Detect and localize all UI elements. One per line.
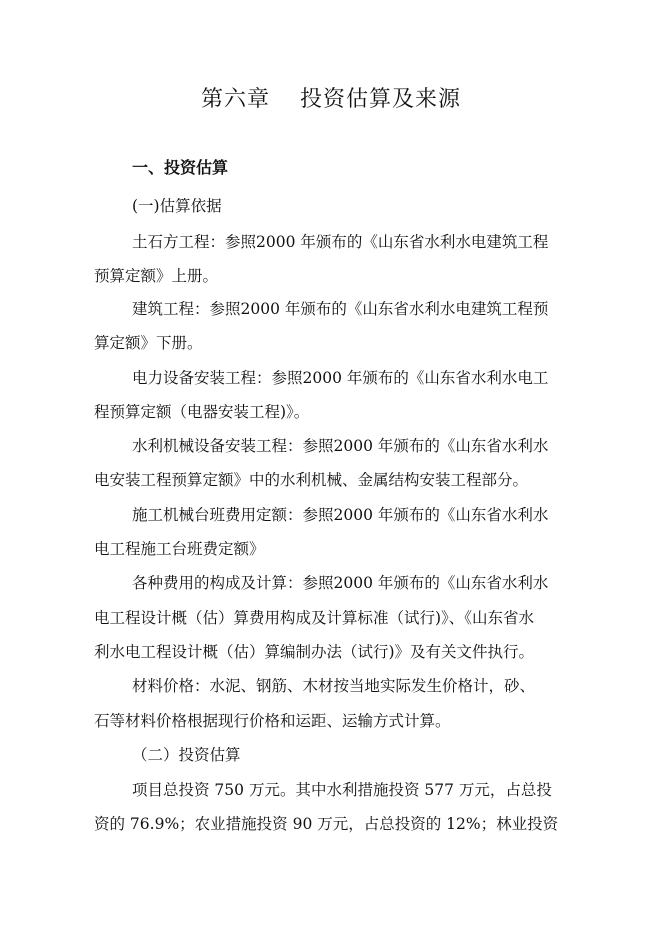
section-heading-investment-estimate: 一、投资估算 <box>132 158 229 177</box>
paragraph-line: 电安装工程预算定额》中的水利机械、金属结构安装工程部分。 <box>94 471 529 489</box>
paragraph-line: 土石方工程：参照2000 年颁布的《山东省水利水电建筑工程 <box>132 233 549 251</box>
paragraph-line: 项目总投资 750 万元。其中水利措施投资 577 万元，占总投 <box>132 781 552 799</box>
paragraph-line: 建筑工程：参照2000 年颁布的《山东省水利水电建筑工程预 <box>132 300 549 318</box>
paragraph-line: 施工机械台班费用定额：参照2000 年颁布的《山东省水利水 <box>132 506 549 524</box>
chapter-title <box>0 82 662 113</box>
subsection-heading-investment-estimate: （二）投资估算 <box>132 746 241 764</box>
chapter-number: 第六章 <box>200 87 270 112</box>
paragraph-line: 石等材料价格根据现行价格和运距、运输方式计算。 <box>94 712 451 730</box>
paragraph-line: 资的 76.9%；农业措施投资 90 万元，占总投资的 12%；林业投资 <box>94 815 559 833</box>
paragraph-line: 各种费用的构成及计算：参照2000 年颁布的《山东省水利水 <box>132 574 549 592</box>
paragraph-line: 电工程施工台班费定额》 <box>94 540 265 558</box>
paragraph-line: 水利机械设备安装工程：参照2000 年颁布的《山东省水利水 <box>132 437 549 455</box>
paragraph-line: 算定额》下册。 <box>94 334 203 352</box>
paragraph-line: 电工程设计概（估）算费用构成及计算标准（试行)》、《山东省水 <box>94 609 535 627</box>
paragraph-line: 利水电工程设计概（估）算编制办法（试行)》及有关文件执行。 <box>94 643 535 661</box>
paragraph-line: 材料价格：水泥、钢筋、木材按当地实际发生价格计，砂、 <box>132 677 536 695</box>
paragraph-line: 预算定额》上册。 <box>94 267 219 285</box>
subsection-heading-estimate-basis: (一)估算依据 <box>132 197 222 215</box>
paragraph-line: 电力设备安装工程：参照2000 年颁布的《山东省水利水电工 <box>132 369 549 387</box>
chapter-heading: 投资估算及来源 <box>300 87 462 112</box>
paragraph-line: 程预算定额（电器安装工程)》。 <box>94 403 310 421</box>
